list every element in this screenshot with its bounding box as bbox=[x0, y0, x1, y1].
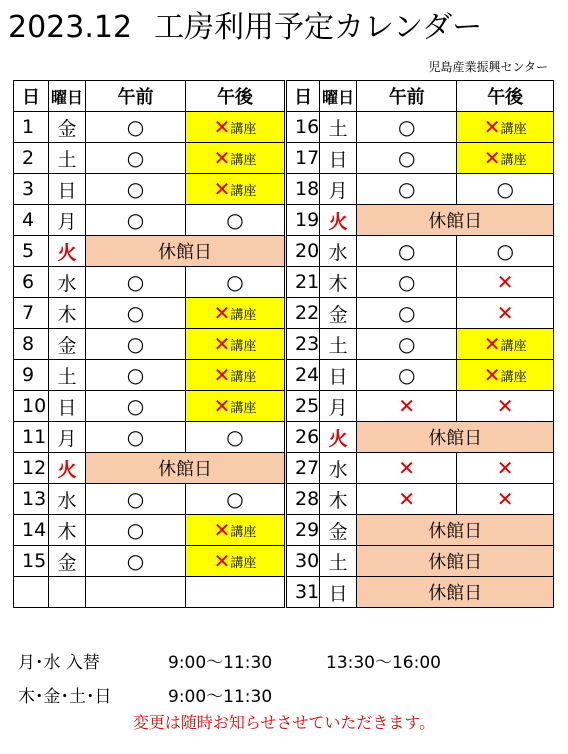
am-slot bbox=[86, 143, 186, 174]
pm-slot bbox=[457, 143, 554, 174]
lecture-label: 講座 bbox=[230, 525, 257, 540]
am-slot bbox=[86, 267, 186, 298]
change-notice: 変更は随時お知らせさせていただきます。 bbox=[132, 713, 436, 732]
calendar-row bbox=[14, 360, 554, 391]
closed-cross-icon: ✕ bbox=[213, 146, 231, 170]
day-number: 5 bbox=[14, 236, 49, 267]
day-number: 27 bbox=[286, 453, 320, 484]
lecture-label: 講座 bbox=[230, 370, 257, 385]
calendar-row bbox=[14, 546, 554, 577]
closed-cross-icon: ✕ bbox=[483, 363, 501, 387]
hours-morning: 9:00～11:30 bbox=[168, 687, 273, 707]
day-number: 21 bbox=[286, 267, 320, 298]
lecture-label: 講座 bbox=[500, 339, 527, 354]
weekday: 金 bbox=[49, 112, 86, 143]
pm-slot bbox=[186, 546, 286, 577]
hours-row-weekday bbox=[18, 648, 441, 673]
pm-slot bbox=[186, 329, 286, 360]
calendar-row bbox=[14, 391, 554, 422]
weekday: 月 bbox=[320, 391, 357, 422]
am-slot bbox=[357, 112, 457, 143]
hours-row-weekend bbox=[18, 682, 326, 707]
am-slot bbox=[86, 391, 186, 422]
am-slot bbox=[357, 391, 457, 422]
open-circle-icon: ○ bbox=[496, 177, 514, 201]
closed-day-cell: 休館日 bbox=[357, 577, 554, 608]
lecture-label: 講座 bbox=[230, 122, 257, 137]
closed-day-cell: 休館日 bbox=[86, 236, 286, 267]
hours-morning: 9:00～11:30 bbox=[168, 653, 273, 673]
lecture-label: 講座 bbox=[230, 401, 257, 416]
weekday: 月 bbox=[49, 205, 86, 236]
open-circle-icon: ○ bbox=[397, 332, 416, 356]
closed-cross-icon: ✕ bbox=[213, 518, 231, 542]
weekday: 日 bbox=[49, 174, 86, 205]
open-circle-icon: ○ bbox=[397, 115, 416, 139]
day-number: 11 bbox=[14, 422, 49, 453]
day-number: 8 bbox=[14, 329, 49, 360]
day-number: 9 bbox=[14, 360, 49, 391]
closed-cross-icon: ✕ bbox=[213, 394, 231, 418]
am-slot bbox=[86, 484, 186, 515]
closed-cross-icon: ✕ bbox=[213, 549, 231, 573]
closed-cross-icon: ✕ bbox=[213, 332, 231, 356]
header-pm: 午後 bbox=[186, 81, 286, 112]
weekday: 火 bbox=[49, 453, 86, 484]
open-circle-icon: ○ bbox=[397, 146, 416, 170]
day-number: 10 bbox=[14, 391, 49, 422]
am-slot bbox=[86, 329, 186, 360]
am-slot bbox=[86, 515, 186, 546]
open-circle-icon: ○ bbox=[496, 239, 514, 263]
weekday: 月 bbox=[320, 174, 357, 205]
day-number: 4 bbox=[14, 205, 49, 236]
header-pm: 午後 bbox=[457, 81, 554, 112]
pm-slot bbox=[186, 391, 286, 422]
day-number: 22 bbox=[286, 298, 320, 329]
closed-day-cell: 休館日 bbox=[86, 453, 286, 484]
header-weekday: 曜日 bbox=[49, 81, 86, 112]
weekday: 土 bbox=[49, 143, 86, 174]
pm-slot bbox=[186, 360, 286, 391]
day-number: 6 bbox=[14, 267, 49, 298]
day-number: 14 bbox=[14, 515, 49, 546]
day-number: 23 bbox=[286, 329, 320, 360]
open-circle-icon: ○ bbox=[126, 332, 145, 356]
pm-slot bbox=[457, 453, 554, 484]
calendar-row bbox=[14, 515, 554, 546]
calendar-row bbox=[14, 174, 554, 205]
lecture-label: 講座 bbox=[230, 153, 257, 168]
closed-cross-icon: ✕ bbox=[496, 487, 514, 511]
day-number: 12 bbox=[14, 453, 49, 484]
day-number: 26 bbox=[286, 422, 320, 453]
calendar-row bbox=[14, 422, 554, 453]
am-slot bbox=[86, 205, 186, 236]
hours-afternoon: 13:30～16:00 bbox=[326, 653, 441, 673]
calendar-row bbox=[14, 143, 554, 174]
day-number: 17 bbox=[286, 143, 320, 174]
pm-slot bbox=[186, 267, 286, 298]
weekday: 木 bbox=[49, 515, 86, 546]
day-number: 3 bbox=[14, 174, 49, 205]
open-circle-icon: ○ bbox=[397, 239, 416, 263]
title-name: 工房利用予定カレンダー bbox=[154, 10, 483, 45]
weekday: 日 bbox=[320, 577, 357, 608]
header-day: 日 bbox=[14, 81, 49, 112]
open-circle-icon: ○ bbox=[126, 425, 145, 449]
weekday: 土 bbox=[320, 329, 357, 360]
open-circle-icon: ○ bbox=[226, 487, 244, 511]
day-number: 15 bbox=[14, 546, 49, 577]
closed-day-cell: 休館日 bbox=[357, 546, 554, 577]
weekday: 金 bbox=[320, 298, 357, 329]
open-circle-icon: ○ bbox=[126, 549, 145, 573]
weekday: 水 bbox=[320, 453, 357, 484]
weekday: 金 bbox=[49, 546, 86, 577]
am-slot bbox=[86, 360, 186, 391]
header-row bbox=[14, 81, 554, 112]
open-circle-icon: ○ bbox=[126, 177, 145, 201]
calendar-row bbox=[14, 236, 554, 267]
calendar-row bbox=[14, 112, 554, 143]
weekday: 金 bbox=[49, 329, 86, 360]
pm-slot bbox=[457, 484, 554, 515]
open-circle-icon: ○ bbox=[397, 177, 416, 201]
open-circle-icon: ○ bbox=[397, 270, 416, 294]
open-circle-icon: ○ bbox=[126, 363, 145, 387]
closed-day-cell: 休館日 bbox=[357, 205, 554, 236]
am-slot bbox=[357, 453, 457, 484]
day-number: 31 bbox=[286, 577, 320, 608]
open-circle-icon: ○ bbox=[126, 518, 145, 542]
am-slot bbox=[357, 143, 457, 174]
pm-slot bbox=[186, 422, 286, 453]
lecture-label: 講座 bbox=[500, 122, 527, 137]
closed-cross-icon: ✕ bbox=[483, 115, 501, 139]
weekday: 日 bbox=[49, 391, 86, 422]
closed-cross-icon: ✕ bbox=[496, 301, 514, 325]
pm-slot bbox=[457, 112, 554, 143]
header-am: 午前 bbox=[357, 81, 457, 112]
closed-cross-icon: ✕ bbox=[398, 394, 416, 418]
lecture-label: 講座 bbox=[230, 339, 257, 354]
weekday: 土 bbox=[49, 360, 86, 391]
day-number: 29 bbox=[286, 515, 320, 546]
weekday: 水 bbox=[320, 236, 357, 267]
day-number: 30 bbox=[286, 546, 320, 577]
day-number: 1 bbox=[14, 112, 49, 143]
am-slot bbox=[86, 577, 186, 608]
pm-slot bbox=[186, 298, 286, 329]
lecture-label: 講座 bbox=[230, 184, 257, 199]
weekday: 火 bbox=[49, 236, 86, 267]
am-slot bbox=[86, 112, 186, 143]
calendar-row bbox=[14, 577, 554, 608]
closed-cross-icon: ✕ bbox=[483, 146, 501, 170]
pm-slot bbox=[457, 236, 554, 267]
closed-cross-icon: ✕ bbox=[213, 177, 231, 201]
open-circle-icon: ○ bbox=[126, 301, 145, 325]
organization-name: 児島産業振興センター bbox=[428, 60, 548, 74]
page-title bbox=[8, 8, 482, 48]
open-circle-icon: ○ bbox=[126, 146, 145, 170]
pm-slot bbox=[457, 329, 554, 360]
open-circle-icon: ○ bbox=[226, 425, 244, 449]
am-slot bbox=[86, 174, 186, 205]
closed-cross-icon: ✕ bbox=[398, 487, 416, 511]
am-slot bbox=[357, 298, 457, 329]
closed-day-cell: 休館日 bbox=[357, 422, 554, 453]
lecture-label: 講座 bbox=[500, 153, 527, 168]
open-circle-icon: ○ bbox=[397, 363, 416, 387]
open-circle-icon: ○ bbox=[126, 270, 145, 294]
weekday: 木 bbox=[320, 484, 357, 515]
open-circle-icon: ○ bbox=[126, 208, 145, 232]
pm-slot bbox=[186, 577, 286, 608]
calendar-row bbox=[14, 484, 554, 515]
calendar-row bbox=[14, 205, 554, 236]
day-number: 20 bbox=[286, 236, 320, 267]
am-slot bbox=[86, 422, 186, 453]
lecture-label: 講座 bbox=[230, 556, 257, 571]
weekday: 土 bbox=[320, 546, 357, 577]
calendar-table bbox=[13, 80, 554, 608]
day-number: 7 bbox=[14, 298, 49, 329]
closed-cross-icon: ✕ bbox=[496, 394, 514, 418]
calendar-row bbox=[14, 329, 554, 360]
weekday: 火 bbox=[320, 422, 357, 453]
calendar-row bbox=[14, 453, 554, 484]
pm-slot bbox=[457, 360, 554, 391]
am-slot bbox=[86, 546, 186, 577]
am-slot bbox=[357, 267, 457, 298]
hours-days: 月･水 入替 bbox=[18, 653, 100, 673]
closed-cross-icon: ✕ bbox=[398, 456, 416, 480]
closed-cross-icon: ✕ bbox=[213, 301, 231, 325]
pm-slot bbox=[186, 112, 286, 143]
pm-slot bbox=[457, 298, 554, 329]
pm-slot bbox=[186, 174, 286, 205]
closed-cross-icon: ✕ bbox=[213, 115, 231, 139]
header-day: 日 bbox=[286, 81, 320, 112]
closed-day-cell: 休館日 bbox=[357, 515, 554, 546]
am-slot bbox=[357, 329, 457, 360]
weekday: 木 bbox=[320, 267, 357, 298]
weekday: 水 bbox=[49, 267, 86, 298]
weekday: 日 bbox=[320, 143, 357, 174]
open-circle-icon: ○ bbox=[397, 301, 416, 325]
closed-cross-icon: ✕ bbox=[213, 363, 231, 387]
am-slot bbox=[357, 360, 457, 391]
header-am: 午前 bbox=[86, 81, 186, 112]
am-slot bbox=[357, 174, 457, 205]
title-month: 2023.12 bbox=[8, 10, 133, 45]
day-number bbox=[14, 577, 49, 608]
weekday: 火 bbox=[320, 205, 357, 236]
pm-slot bbox=[186, 143, 286, 174]
weekday: 金 bbox=[320, 515, 357, 546]
am-slot bbox=[357, 484, 457, 515]
hours-days: 木･金･土･日 bbox=[18, 687, 112, 707]
open-circle-icon: ○ bbox=[226, 208, 244, 232]
closed-cross-icon: ✕ bbox=[483, 332, 501, 356]
lecture-label: 講座 bbox=[230, 308, 257, 323]
day-number: 18 bbox=[286, 174, 320, 205]
am-slot bbox=[86, 298, 186, 329]
pm-slot bbox=[457, 391, 554, 422]
weekday: 日 bbox=[320, 360, 357, 391]
pm-slot bbox=[186, 515, 286, 546]
calendar-row bbox=[14, 267, 554, 298]
pm-slot bbox=[457, 267, 554, 298]
closed-cross-icon: ✕ bbox=[496, 270, 514, 294]
open-circle-icon: ○ bbox=[226, 270, 244, 294]
weekday: 土 bbox=[320, 112, 357, 143]
day-number: 2 bbox=[14, 143, 49, 174]
day-number: 16 bbox=[286, 112, 320, 143]
weekday bbox=[49, 577, 86, 608]
lecture-label: 講座 bbox=[500, 370, 527, 385]
open-circle-icon: ○ bbox=[126, 394, 145, 418]
day-number: 19 bbox=[286, 205, 320, 236]
pm-slot bbox=[186, 205, 286, 236]
calendar-row bbox=[14, 298, 554, 329]
day-number: 13 bbox=[14, 484, 49, 515]
open-circle-icon: ○ bbox=[126, 487, 145, 511]
day-number: 28 bbox=[286, 484, 320, 515]
open-circle-icon: ○ bbox=[126, 115, 145, 139]
weekday: 月 bbox=[49, 422, 86, 453]
weekday: 水 bbox=[49, 484, 86, 515]
day-number: 24 bbox=[286, 360, 320, 391]
weekday: 木 bbox=[49, 298, 86, 329]
am-slot bbox=[357, 236, 457, 267]
pm-slot bbox=[186, 484, 286, 515]
closed-cross-icon: ✕ bbox=[496, 456, 514, 480]
header-weekday: 曜日 bbox=[320, 81, 357, 112]
day-number: 25 bbox=[286, 391, 320, 422]
pm-slot bbox=[457, 174, 554, 205]
